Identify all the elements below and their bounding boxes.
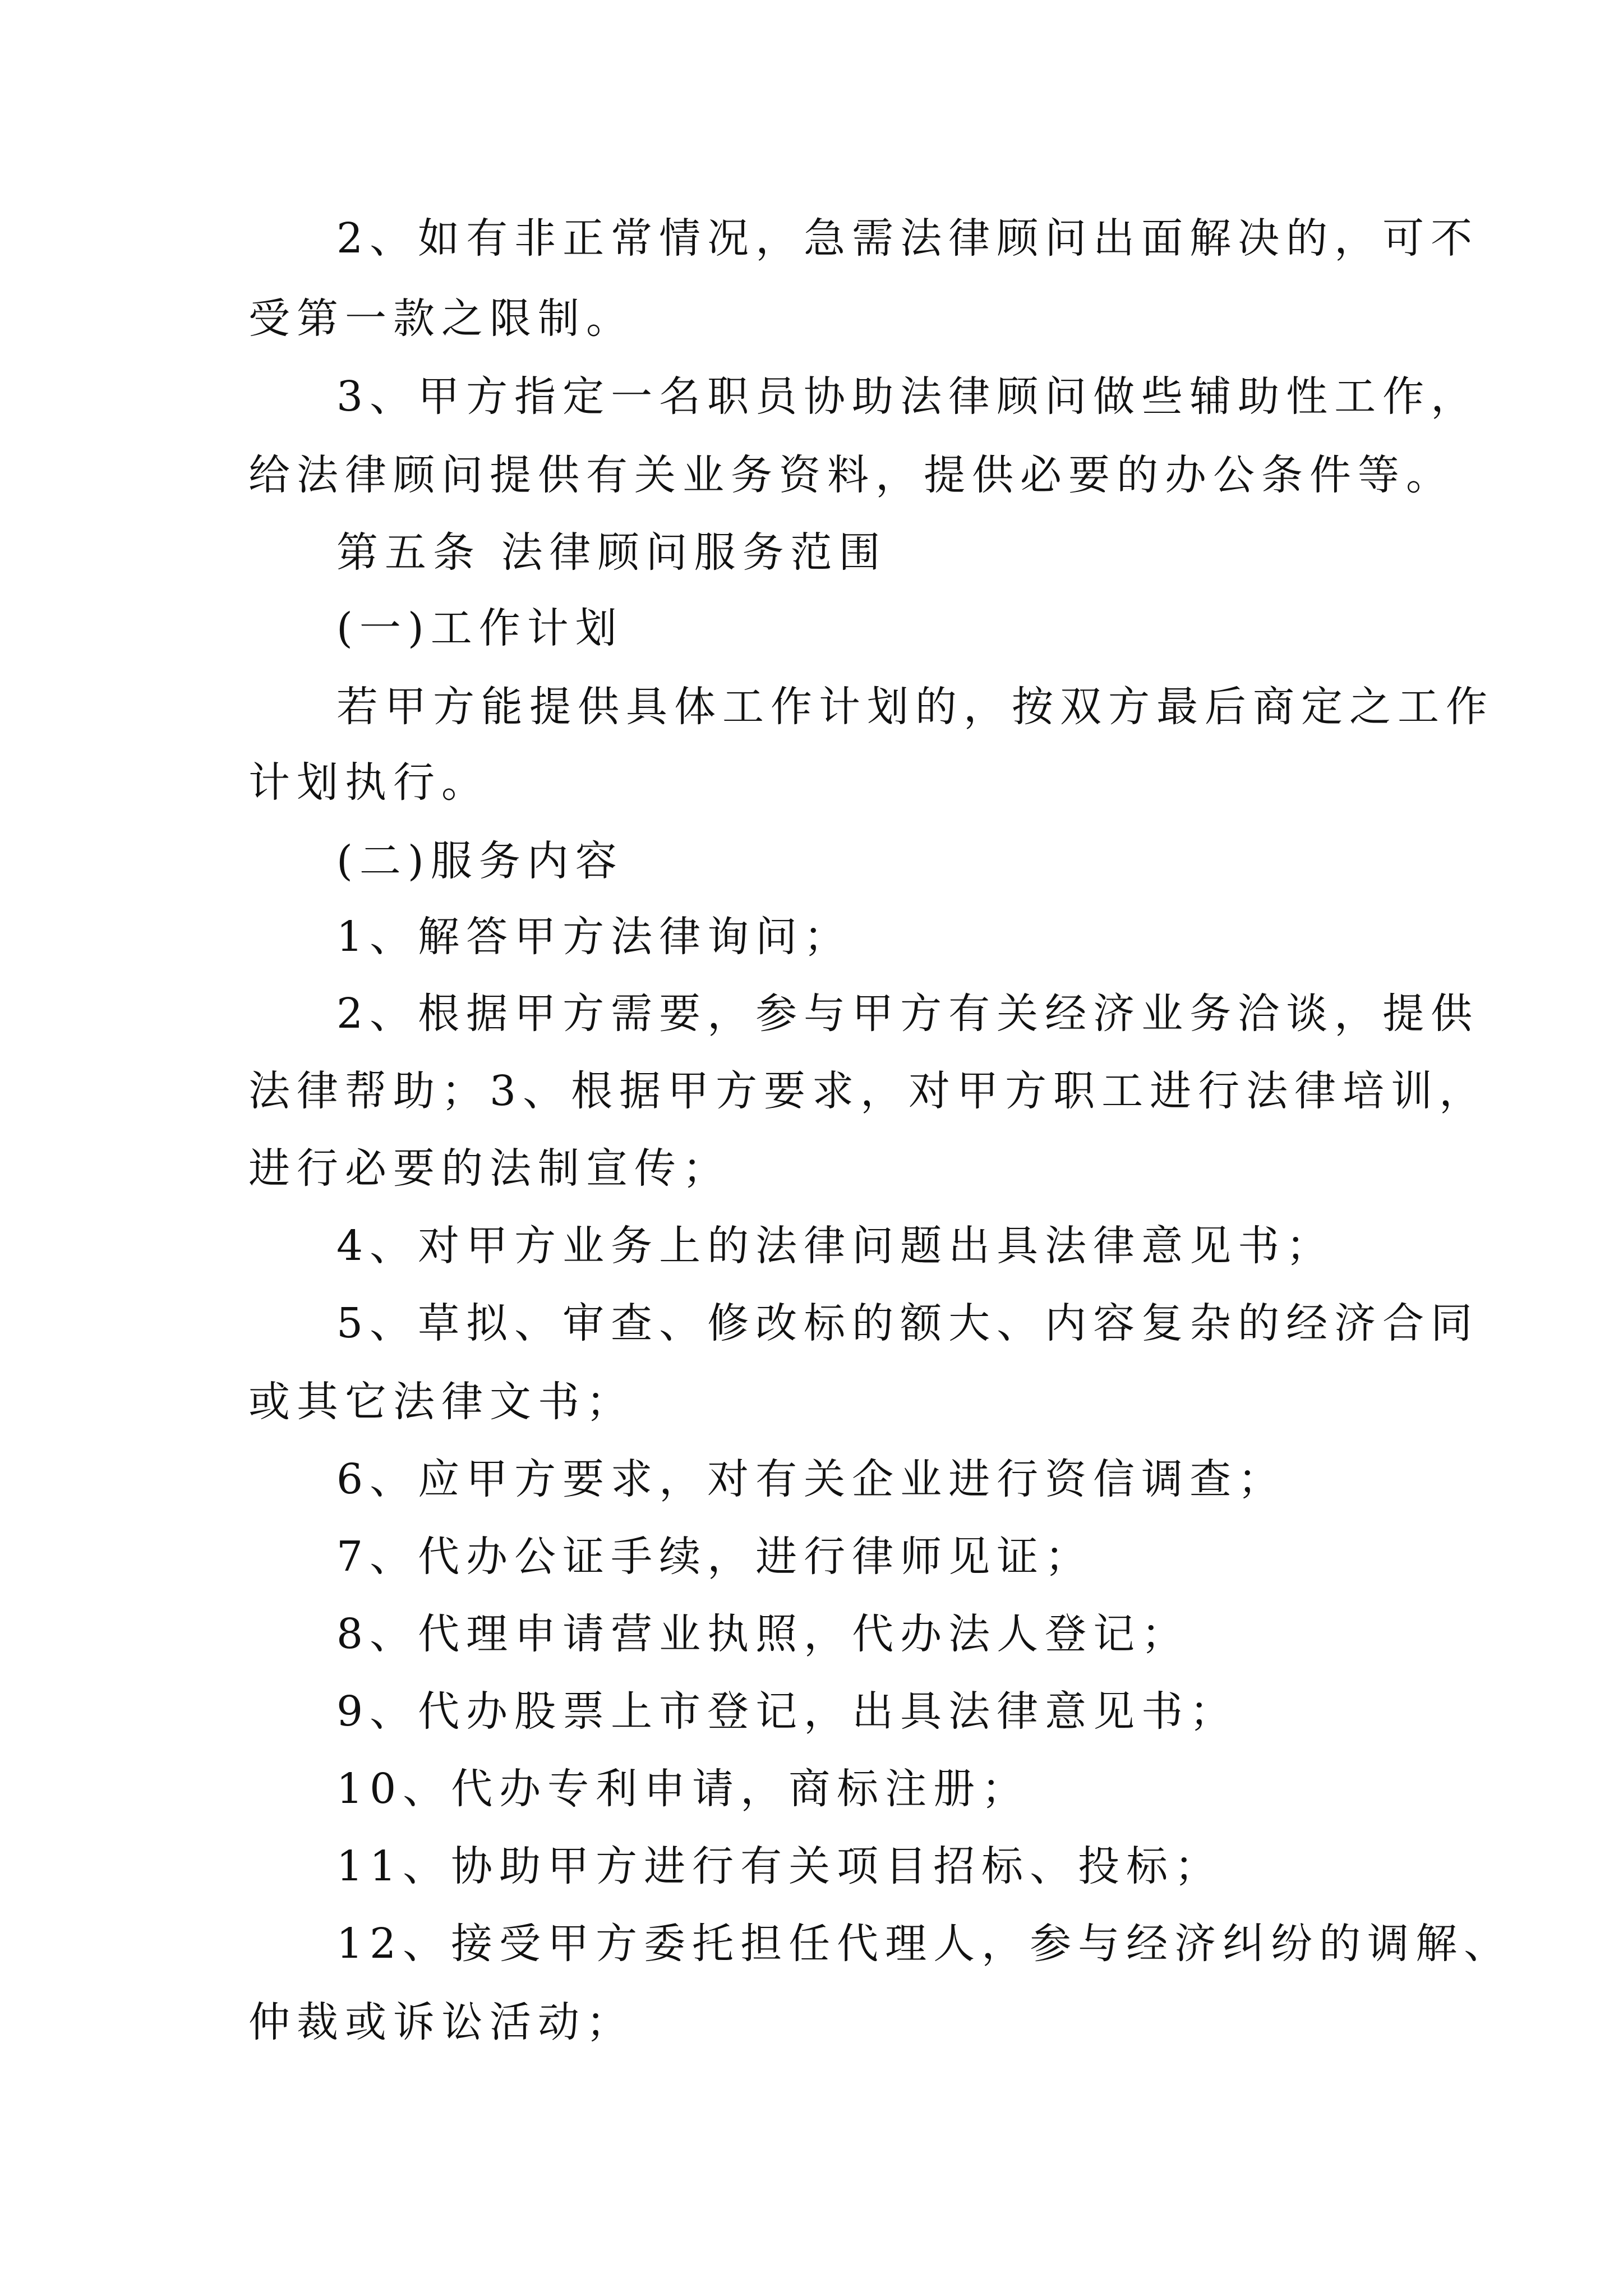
list-item: 2、根据甲方需要，参与甲方有关经济业务洽谈，提供: [336, 990, 1479, 1038]
paragraph-line: 或其它法律文书；: [248, 1378, 634, 1426]
list-item: 9、代办股票上市登记，出具法律意见书；: [336, 1687, 1238, 1736]
list-item: 5、草拟、审查、修改标的额大、内容复杂的经济合同: [336, 1299, 1479, 1347]
paragraph-line: 3、甲方指定一名职员协助法律顾问做些辅助性工作，: [336, 372, 1479, 421]
section-heading: 第五条 法律顾问服务范围: [336, 528, 887, 577]
paragraph-line: 2、如有非正常情况，急需法律顾问出面解决的，可不: [336, 214, 1479, 263]
paragraph-line: 仲裁或诉讼活动；: [248, 1998, 634, 2046]
list-item: 10、代办专利申请，商标注册；: [336, 1765, 1030, 1813]
subsection-heading: (二)服务内容: [336, 837, 624, 885]
list-item: 6、应甲方要求，对有关企业进行资信调查；: [336, 1455, 1287, 1503]
list-item: 11、协助甲方进行有关项目招标、投标；: [336, 1842, 1223, 1890]
list-item: 1、解答甲方法律询问；: [336, 913, 852, 961]
list-item: 4、对甲方业务上的法律问题出具法律意见书；: [336, 1222, 1335, 1270]
paragraph-line: 法律帮助；3、根据甲方要求，对甲方职工进行法律培训，: [248, 1067, 1488, 1115]
list-item: 7、代办公证手续，进行律师见证；: [336, 1533, 1094, 1581]
paragraph-line: 给法律顾问提供有关业务资料，提供必要的办公条件等。: [248, 451, 1454, 499]
list-item: 8、代理申请营业执照，代办法人登记；: [336, 1610, 1190, 1658]
paragraph-line: 进行必要的法制宣传；: [248, 1144, 731, 1193]
subsection-heading: (一)工作计划: [336, 604, 624, 652]
list-item: 12、接受甲方委托担任代理人，参与经济纠纷的调解、: [336, 1920, 1513, 1968]
paragraph-line: 受第一款之限制。: [248, 295, 634, 343]
paragraph-line: 若甲方能提供具体工作计划的，按双方最后商定之工作: [336, 683, 1494, 731]
paragraph-line: 计划执行。: [248, 758, 490, 807]
